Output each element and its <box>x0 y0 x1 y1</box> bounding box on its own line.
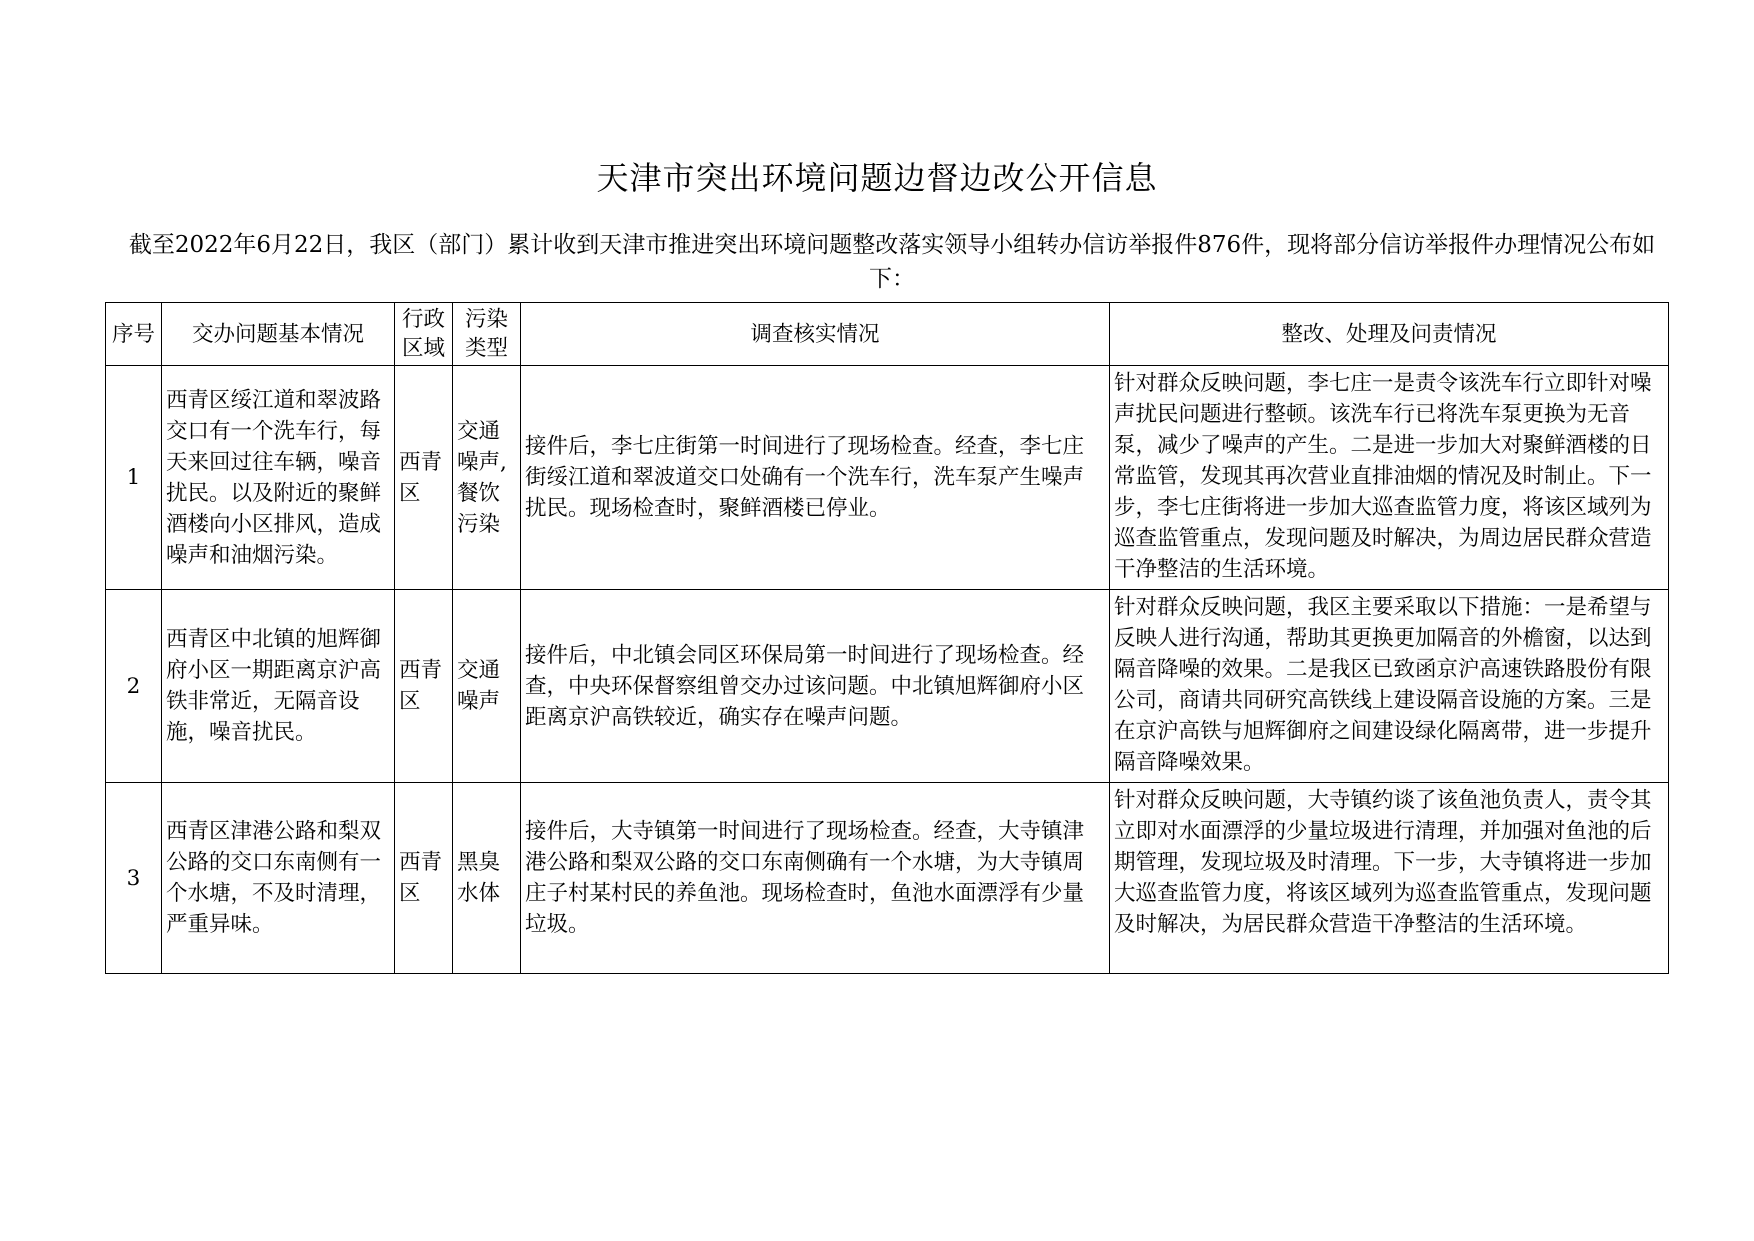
issue-cell: 西青区津港公路和梨双公路的交口东南侧有一个水塘，不及时清理，严重异味。 <box>162 783 395 974</box>
investigation-cell: 接件后，大寺镇第一时间进行了现场检查。经查，大寺镇津港公路和梨双公路的交口东南侧确有一个水塘，为大寺镇周庄子村某村民的养鱼池。现场检查时，鱼池水面漂浮有少量垃圾。 <box>521 783 1110 974</box>
issue-cell: 西青区中北镇的旭辉御府小区一期距离京沪高铁非常近，无隔音设施，噪音扰民。 <box>162 590 395 783</box>
row-number: 3 <box>106 783 162 974</box>
table-row <box>106 590 1669 783</box>
header-no: 序号 <box>106 303 162 366</box>
action-cell: 针对群众反映问题，我区主要采取以下措施：一是希望与反映人进行沟通，帮助其更换更加隔音的外檐窗，以达到隔音降噪的效果。二是我区已致函京沪高速铁路股份有限公司，商请共同研究高铁线上建设隔音设施的方案。三是在京沪高铁与旭辉御府之间建设绿化隔离带，进一步提升隔音降噪效果。 <box>1110 590 1669 783</box>
intro-paragraph: 截至2022年6月22日，我区（部门）累计收到天津市推进突出环境问题整改落实领导小组转办信访举报件876件，现将部分信访举报件办理情况公布如下： <box>128 232 1656 292</box>
table-header-row <box>106 303 1669 366</box>
investigation-cell: 接件后，李七庄街第一时间进行了现场检查。经查，李七庄街绥江道和翠波道交口处确有一个洗车行，洗车泵产生噪声扰民。现场检查时，聚鲜酒楼已停业。 <box>521 366 1110 590</box>
cases-table <box>105 302 1669 974</box>
row-number: 1 <box>106 366 162 590</box>
region-cell: 西青区 <box>395 783 453 974</box>
investigation-cell: 接件后，中北镇会同区环保局第一时间进行了现场检查。经查，中央环保督察组曾交办过该问题。中北镇旭辉御府小区距离京沪高铁较近，确实存在噪声问题。 <box>521 590 1110 783</box>
table-row <box>106 783 1669 974</box>
action-cell: 针对群众反映问题，李七庄一是责令该洗车行立即针对噪声扰民问题进行整顿。该洗车行已将洗车泵更换为无音泵，减少了噪声的产生。二是进一步加大对聚鲜酒楼的日常监管，发现其再次营业直排油烟的情况及时制止。下一步，李七庄街将进一步加大巡查监管力度，将该区域列为巡查监管重点，发现问题及时解决，为周边居民群众营造干净整洁的生活环境。 <box>1110 366 1669 590</box>
row-number: 2 <box>106 590 162 783</box>
pollution-type-cell: 黑臭水体 <box>453 783 521 974</box>
header-region: 行政区域 <box>395 303 453 366</box>
table-row <box>106 366 1669 590</box>
pollution-type-cell: 交通噪声,餐饮污染 <box>453 366 521 590</box>
header-issue: 交办问题基本情况 <box>162 303 395 366</box>
pollution-type-cell: 交通噪声 <box>453 590 521 783</box>
region-cell: 西青区 <box>395 590 453 783</box>
issue-cell: 西青区绥江道和翠波路交口有一个洗车行，每天来回过往车辆，噪音扰民。以及附近的聚鲜酒楼向小区排风，造成噪声和油烟污染。 <box>162 366 395 590</box>
header-action: 整改、处理及问责情况 <box>1110 303 1669 366</box>
header-investigation: 调查核实情况 <box>521 303 1110 366</box>
action-cell: 针对群众反映问题，大寺镇约谈了该鱼池负责人，责令其立即对水面漂浮的少量垃圾进行清理，并加强对鱼池的后期管理，发现垃圾及时清理。下一步，大寺镇将进一步加大巡查监管力度，将该区域列为巡查监管重点，发现问题及时解决，为居民群众营造干净整洁的生活环境。 <box>1110 783 1669 974</box>
region-cell: 西青区 <box>395 366 453 590</box>
header-pollution-type: 污染类型 <box>453 303 521 366</box>
page-title: 天津市突出环境问题边督边改公开信息 <box>596 159 1158 197</box>
